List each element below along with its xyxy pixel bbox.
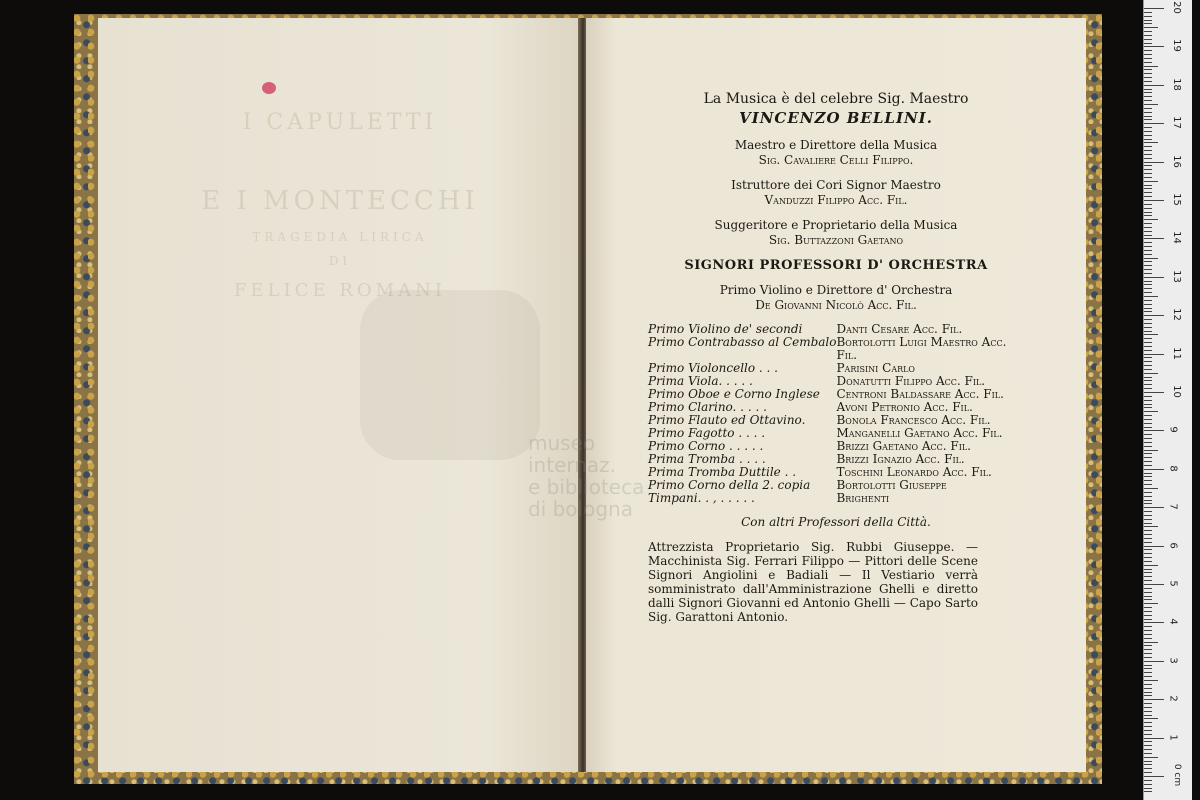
roster-role: Primo Flauto ed Ottavino. [648, 413, 806, 427]
ruler-tick [1144, 734, 1152, 735]
roster-role: Primo Violoncello . . . [648, 361, 778, 375]
ruler-tick [1144, 715, 1152, 716]
ruler-tick [1144, 561, 1152, 562]
ruler-number: 17 [1170, 116, 1182, 130]
ruler-tick [1144, 519, 1152, 520]
ruler-tick [1144, 223, 1152, 224]
ruler-tick [1144, 327, 1152, 328]
ruler-tick [1144, 707, 1152, 708]
ruler-tick [1144, 150, 1152, 151]
ruler-tick [1144, 288, 1152, 289]
ruler-tick [1144, 308, 1152, 309]
ruler-tick [1144, 238, 1164, 239]
roster-role: Prima Tromba . . . . [648, 452, 766, 466]
ruler-tick [1144, 334, 1158, 335]
ruler-tick [1144, 642, 1158, 643]
credit-name: Sig. Cavaliere Celli Filippo. [758, 153, 914, 167]
ruler-tick [1144, 588, 1152, 589]
ruler-unit-label: 0 cm [1172, 763, 1183, 787]
ruler-number: 18 [1170, 77, 1182, 91]
ruler-tick [1144, 764, 1152, 765]
ruler-tick [1144, 457, 1152, 458]
ruler-tick [1144, 507, 1164, 508]
ruler-tick [1144, 434, 1152, 435]
ruler-number: 14 [1170, 231, 1182, 245]
ruler-tick [1144, 46, 1164, 47]
ruler-tick [1144, 165, 1152, 166]
ruler-tick [1144, 404, 1152, 405]
ruler-tick [1144, 242, 1152, 243]
ruler-tick [1144, 634, 1152, 635]
ruler-tick [1144, 592, 1152, 593]
ruler-tick [1144, 281, 1152, 282]
ruler-tick [1144, 584, 1164, 585]
ruler-tick [1144, 177, 1152, 178]
ruler-tick [1144, 39, 1152, 40]
first-violin-name: De Giovanni Nicolò Acc. Fil. [755, 298, 917, 312]
ruler-tick [1144, 599, 1152, 600]
ruler-tick [1144, 154, 1152, 155]
ruler-tick [1144, 277, 1164, 278]
ruler-tick [1144, 515, 1152, 516]
ruler-tick [1144, 258, 1158, 259]
roster-role: Prima Tromba Duttile . . [648, 465, 797, 479]
roster-role: Primo Clarino. . . . . [648, 400, 767, 414]
ruler-tick [1144, 27, 1158, 28]
ruler-tick [1144, 162, 1164, 163]
ruler-tick [1144, 104, 1158, 105]
ruler-tick [1144, 323, 1152, 324]
ruler-tick [1144, 511, 1152, 512]
ruler-number: 10 [1170, 385, 1182, 398]
ruler-tick [1144, 638, 1152, 639]
ruler-tick [1144, 384, 1152, 385]
ruler-tick [1144, 16, 1152, 17]
ruler-number: 4 [1167, 618, 1179, 626]
ruler-tick [1144, 538, 1152, 539]
ruler-tick [1144, 212, 1152, 213]
ruler-tick [1144, 565, 1158, 566]
ruler-tick [1144, 158, 1152, 159]
ruler-tick [1144, 369, 1152, 370]
roster-player: Parisini Carlo [836, 361, 915, 375]
roster-player: Bonola Francesco Acc. Fil. [836, 413, 991, 427]
ruler-tick [1144, 119, 1152, 120]
ruler-tick [1144, 373, 1158, 374]
ruler-tick [1144, 649, 1152, 650]
ruler-tick [1144, 718, 1158, 719]
ruler-tick [1144, 692, 1152, 693]
ruler-tick [1144, 761, 1152, 762]
ruler-tick [1144, 791, 1152, 792]
ruler-tick [1144, 50, 1152, 51]
ruler-tick [1144, 361, 1152, 362]
ruler-number: 6 [1167, 541, 1179, 549]
roster-row [648, 336, 1006, 362]
credit-role: Istruttore dei Cori Signor Maestro [731, 178, 941, 192]
ruler-tick [1144, 273, 1152, 274]
ruler-tick [1144, 54, 1152, 55]
bleed-through-subtitle: TRAGEDIA LIRICA [252, 230, 428, 244]
ruler-tick [1144, 703, 1152, 704]
ruler-tick [1144, 219, 1158, 220]
ruler-number: 9 [1167, 426, 1179, 434]
ruler-tick [1144, 284, 1152, 285]
ruler-tick [1144, 315, 1164, 316]
ruler-tick [1144, 192, 1152, 193]
ruler-tick [1144, 476, 1152, 477]
roster-player: Avoni Petronio Acc. Fil. [836, 400, 973, 414]
roster-player: Toschini Leonardo Acc. Fil. [836, 465, 992, 479]
ruler-tick [1144, 377, 1152, 378]
ruler-tick [1144, 235, 1152, 236]
ruler-tick [1144, 338, 1152, 339]
ruler-tick [1144, 100, 1152, 101]
ruler-tick [1144, 676, 1152, 677]
ruler-tick [1144, 523, 1152, 524]
roster-player: Centroni Baldassare Acc. Fil. [836, 387, 1004, 401]
ruler-tick [1144, 85, 1164, 86]
ruler-tick [1144, 615, 1152, 616]
ruler-tick [1144, 12, 1152, 13]
ruler-tick [1144, 446, 1152, 447]
measuring-ruler [1143, 0, 1192, 800]
ruler-tick [1144, 722, 1152, 723]
ruler-tick [1144, 296, 1158, 297]
ruler-tick [1144, 304, 1152, 305]
ruler-tick [1144, 357, 1152, 358]
ruler-tick [1144, 442, 1152, 443]
watermark-line: e biblioteca [528, 475, 645, 499]
ruler-tick [1144, 500, 1152, 501]
ruler-tick [1144, 488, 1158, 489]
ruler-tick [1144, 146, 1152, 147]
ruler-tick [1144, 619, 1152, 620]
orchestra-roster [648, 323, 1006, 505]
ruler-tick [1144, 81, 1152, 82]
roster-row [648, 492, 1006, 505]
ruler-tick [1144, 96, 1152, 97]
ruler-number: 11 [1170, 346, 1182, 360]
ruler-tick [1144, 227, 1152, 228]
ruler-tick [1144, 35, 1152, 36]
ruler-tick [1144, 127, 1152, 128]
roster-role: Primo Violino de' secondi [648, 322, 803, 336]
roster-role: Prima Viola. . . . . [648, 374, 753, 388]
ruler-tick [1144, 469, 1164, 470]
bleed-through-author: FELICE ROMANI [234, 280, 446, 301]
ruler-number: 2 [1167, 695, 1179, 702]
red-stain [262, 82, 276, 94]
roster-player: Brizzi Gaetano Acc. Fil. [836, 439, 971, 453]
ruler-tick [1144, 534, 1152, 535]
ruler-tick [1144, 745, 1152, 746]
ruler-tick [1144, 695, 1152, 696]
ruler-tick [1144, 73, 1152, 74]
ruler-tick [1144, 626, 1152, 627]
ruler-tick [1144, 196, 1152, 197]
roster-role: Primo Oboe e Corno Inglese [648, 387, 820, 401]
ruler-tick [1144, 572, 1152, 573]
ruler-tick [1144, 292, 1152, 293]
ruler-tick [1144, 753, 1152, 754]
ruler-tick [1144, 92, 1152, 93]
ruler-tick [1144, 58, 1152, 59]
ruler-tick [1144, 254, 1152, 255]
orchestra-heading: SIGNORI PROFESSORI D' ORCHESTRA [684, 258, 988, 273]
ruler-tick [1144, 611, 1152, 612]
ruler-tick [1144, 438, 1152, 439]
ruler-number: 20 [1170, 1, 1182, 14]
roster-role: Timpani. . , . . . . . [648, 491, 755, 505]
ruler-tick [1144, 423, 1152, 424]
ruler-tick [1144, 20, 1152, 21]
roster-player: Donatutti Filippo Acc. Fil. [836, 374, 986, 388]
ruler-tick [1144, 208, 1152, 209]
ruler-tick [1144, 23, 1152, 24]
roster-role: Primo Corno . . . . . [648, 439, 764, 453]
ruler-number: 3 [1167, 657, 1179, 664]
ruler-tick [1144, 131, 1152, 132]
roster-role: Primo Corno della 2. copia [648, 478, 811, 492]
ruler-number: 19 [1170, 39, 1182, 53]
ruler-number: 12 [1170, 308, 1182, 322]
ruler-tick [1144, 653, 1152, 654]
ruler-tick [1144, 62, 1152, 63]
ruler-tick [1144, 331, 1152, 332]
roster-role: Primo Fagotto . . . . [648, 426, 766, 440]
watermark-logo [360, 290, 540, 460]
ruler-tick [1144, 492, 1152, 493]
ruler-tick [1144, 135, 1152, 136]
ruler-tick [1144, 473, 1152, 474]
ruler-tick [1144, 427, 1152, 428]
bleed-through-di: DI [328, 254, 352, 268]
ruler-tick [1144, 580, 1152, 581]
ruler-tick [1144, 496, 1152, 497]
ruler-tick [1144, 530, 1152, 531]
first-violin-role: Primo Violino e Direttore d' Orchestra [719, 283, 953, 297]
ruler-tick [1144, 665, 1152, 666]
ruler-tick [1144, 388, 1152, 389]
ruler-tick [1144, 661, 1164, 662]
ruler-tick [1144, 672, 1152, 673]
cast-list-content [586, 90, 1086, 624]
ruler-tick [1144, 169, 1152, 170]
ruler-tick [1144, 123, 1164, 124]
ruler-tick [1144, 185, 1152, 186]
roster-role: Primo Contrabasso al Cembalo [648, 335, 837, 349]
ruler-tick [1144, 89, 1152, 90]
ruler-tick [1144, 173, 1152, 174]
ruler-tick [1144, 354, 1164, 355]
ruler-tick [1144, 300, 1152, 301]
ruler-number: 16 [1170, 154, 1182, 168]
ruler-tick [1144, 392, 1164, 393]
ruler-tick [1144, 31, 1152, 32]
ruler-tick [1144, 181, 1158, 182]
ruler-tick [1144, 711, 1152, 712]
ruler-number: 8 [1167, 465, 1179, 472]
ruler-tick [1144, 549, 1152, 550]
ruler-tick [1144, 415, 1152, 416]
watermark-line: di bologna [528, 497, 633, 521]
ruler-tick [1144, 231, 1152, 232]
ruler-tick [1144, 350, 1152, 351]
ruler-tick [1144, 749, 1152, 750]
ruler-tick [1144, 461, 1152, 462]
ruler-tick [1144, 668, 1152, 669]
credit-name: Vanduzzi Filippo Acc. Fil. [764, 193, 908, 207]
ruler-tick [1144, 112, 1152, 113]
roster-player: Brighenti [836, 491, 890, 505]
ruler-tick [1144, 215, 1152, 216]
ruler-tick [1144, 730, 1152, 731]
roster-player: Bortolotti Luigi Maestro Acc. Fil. [836, 335, 1007, 362]
ruler-tick [1144, 411, 1158, 412]
ruler-number: 15 [1170, 193, 1182, 206]
ruler-tick [1144, 526, 1158, 527]
ruler-tick [1144, 630, 1152, 631]
ruler-tick [1144, 407, 1152, 408]
credit-name: Sig. Buttazzoni Gaetano [768, 233, 904, 247]
ruler-tick [1144, 142, 1158, 143]
roster-player: Manganelli Gaetano Acc. Fil. [836, 426, 1003, 440]
ruler-tick [1144, 465, 1152, 466]
watermark-line: museo internaz. [528, 431, 617, 477]
credit-role: Suggeritore e Proprietario della Musica [714, 218, 958, 232]
ruler-tick [1144, 246, 1152, 247]
ruler-tick [1144, 603, 1158, 604]
ruler-tick [1144, 688, 1152, 689]
ruler-tick [1144, 738, 1164, 739]
roster-player: Bortolotti Giuseppe [836, 478, 947, 492]
ruler-number: 13 [1170, 269, 1182, 283]
ruler-tick [1144, 788, 1152, 789]
ruler-tick [1144, 450, 1158, 451]
ruler-tick [1144, 453, 1152, 454]
ruler-tick [1144, 265, 1152, 266]
ruler-number: 5 [1167, 580, 1179, 587]
ruler-tick [1144, 699, 1164, 700]
ruler-tick [1144, 200, 1164, 201]
ruler-tick [1144, 757, 1158, 758]
ruler-tick [1144, 768, 1152, 769]
roster-player: Brizzi Ignazio Acc. Fil. [836, 452, 965, 466]
ruler-tick [1144, 430, 1164, 431]
ruler-tick [1144, 319, 1152, 320]
ruler-tick [1144, 484, 1152, 485]
ruler-tick [1144, 346, 1152, 347]
closing-line: Con altri Professori della Città. [741, 515, 931, 529]
ruler-tick [1144, 43, 1152, 44]
ruler-tick [1144, 396, 1152, 397]
ruler-tick [1144, 342, 1152, 343]
ruler-tick [1144, 400, 1152, 401]
ruler-tick [1144, 419, 1152, 420]
ruler-tick [1144, 542, 1152, 543]
roster-player: Danti Cesare Acc. Fil. [836, 322, 963, 336]
ruler-tick [1144, 69, 1152, 70]
bleed-through-title-2: E I MONTECCHI [201, 186, 479, 216]
ruler-tick [1144, 66, 1158, 67]
ruler-tick [1144, 622, 1164, 623]
ruler-tick [1144, 365, 1152, 366]
ruler-number: 1 [1167, 733, 1179, 741]
composer-line: La Musica è del celebre Sig. Maestro [703, 91, 969, 107]
ruler-tick [1144, 546, 1164, 547]
ruler-tick [1144, 553, 1152, 554]
ruler-tick [1144, 684, 1152, 685]
ruler-tick [1144, 680, 1158, 681]
ruler-tick [1144, 657, 1152, 658]
ruler-tick [1144, 576, 1152, 577]
ruler-tick [1144, 596, 1152, 597]
ruler-tick [1144, 503, 1152, 504]
ruler-tick [1144, 311, 1152, 312]
ruler-tick [1144, 204, 1152, 205]
ruler-tick [1144, 77, 1152, 78]
bleed-through-title-1: I CAPULETTI [242, 110, 438, 135]
credit-role: Maestro e Direttore della Musica [734, 138, 938, 152]
crew-footer: Attrezzista Proprietario Sig. Rubbi Giuseppe. — Macchinista Sig. Ferrari Filippo — Pittori delle Scene Signori Angiolini e Badiali — Il Vestiario verrà somministrato dall'Amministrazione Ghelli e diretto dalli Signori Giovanni ed Antonio Ghelli — Capo Sarto Sig. Garattoni Antonio. [648, 540, 978, 624]
composer-name: VINCENZO BELLINI. [739, 109, 933, 127]
ruler-tick [1144, 480, 1152, 481]
ruler-tick [1144, 108, 1152, 109]
ruler-tick [1144, 645, 1152, 646]
ruler-tick [1144, 188, 1152, 189]
ruler-tick [1144, 250, 1152, 251]
ruler-tick [1144, 557, 1152, 558]
ruler-tick [1144, 776, 1164, 777]
ruler-tick [1144, 139, 1152, 140]
ruler-tick [1144, 780, 1152, 781]
ruler-tick [1144, 116, 1152, 117]
ruler-number: 7 [1167, 503, 1179, 510]
ruler-tick [1144, 784, 1152, 785]
ruler-tick [1144, 726, 1152, 727]
ruler-tick [1144, 607, 1152, 608]
ruler-tick [1144, 741, 1152, 742]
ruler-tick [1144, 772, 1152, 773]
ruler-tick [1144, 261, 1152, 262]
ruler-tick [1144, 380, 1152, 381]
ruler-tick [1144, 8, 1164, 9]
ruler-tick [1144, 269, 1152, 270]
ruler-tick [1144, 569, 1152, 570]
